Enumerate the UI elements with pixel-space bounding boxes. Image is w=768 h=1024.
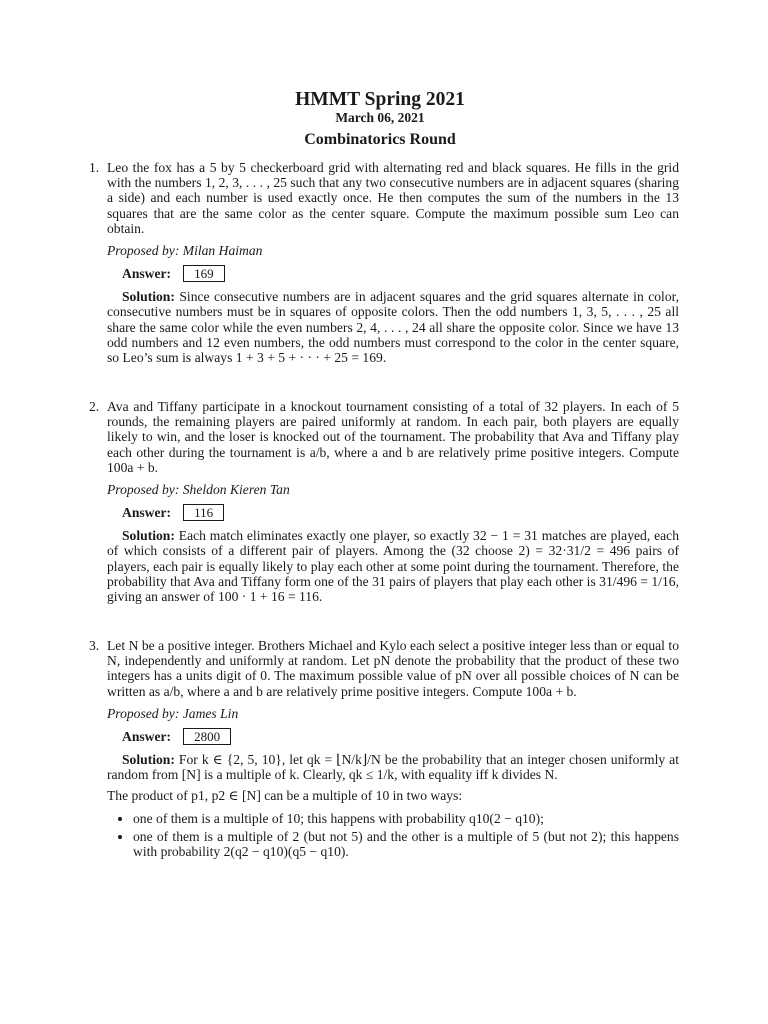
solution (107, 752, 679, 782)
problem-3 (89, 638, 679, 862)
solution-label: Solution: (122, 528, 175, 544)
answer-row (107, 728, 679, 745)
problem-1 (89, 160, 680, 366)
solution-text: For k ∈ {2, 5, 10}, let qk = ⌊N/k⌋/N be the probability that an integer chosen uniformly at random from [N] is a multiple of k. Clearly, qk ≤ 1/k, with equality iff k divides N. (107, 752, 679, 783)
solution-continuation: The product of p1, p2 ∈ [N] can be a multiple of 10 in two ways: (107, 788, 463, 804)
answer-box: 169 (183, 265, 225, 282)
answer-row (107, 504, 679, 521)
proposer: Proposed by: Sheldon Kieren Tan (107, 482, 290, 498)
solution (107, 528, 679, 604)
problem-2 (89, 399, 679, 605)
case-list (107, 811, 679, 860)
solution-label: Solution: (122, 289, 175, 305)
problem-statement: Ava and Tiffany participate in a knockout tournament consisting of a total of 32 players. In each of 5 rounds, the remaining players are paired uniformly at random. In each pair, both players are equally likely to win, and the loser is knocked out of the tournament. The probability that Ava and Tiffany play each other during the tournament is a/b, where a and b are relatively prime positive integers. Compute 100a + b. (107, 399, 679, 475)
problem-number: 1. (89, 160, 100, 175)
problem-number: 2. (89, 399, 100, 414)
answer-label: Answer: (122, 505, 172, 521)
solution-text: Each match eliminates exactly one player, so exactly 32 − 1 = 31 matches are played, each of which consists of a different pair of players. Among the (32 choose 2) = 32·31/2 = 496 pairs of players, each pair is equally likely to play each other at some point during the tournament. Therefore, the probability that Ava and Tiffany form one of the 31 pairs of players that play each other is 31/496 = 1/16, giving an answer of 100 · 1 + 16 = 116. (107, 528, 679, 605)
problem-statement: Let N be a positive integer. Brothers Michael and Kylo each select a positive integer less than or equal to N, independently and uniformly at random. Let pN denote the probability that the product of these two integers has a units digit of 0. The maximum possible value of pN over all possible choices of N can be written as a/b, where a and b are relatively prime positive integers. Compute 100a + b. (107, 638, 679, 699)
case-item: • one of them is a multiple of 2 (but not 5) and the other is a multiple of 5 (but not 2); this happens with probability 2(q2 − q10)(q5 − q10). (133, 829, 679, 859)
solution (107, 289, 679, 365)
round-heading: Combinatorics Round (304, 131, 456, 148)
answer-label: Answer: (122, 266, 172, 282)
case-item: • one of them is a multiple of 10; this happens with probability q10(2 − q10); (133, 811, 679, 826)
proposer: Proposed by: James Lin (107, 705, 239, 721)
exam-date: March 06, 2021 (335, 110, 425, 125)
page-title: HMMT Spring 2021 (295, 89, 465, 110)
proposer: Proposed by: Milan Haiman (107, 243, 263, 259)
answer-row (107, 265, 679, 282)
answer-box: 116 (183, 504, 224, 521)
answer-box: 2800 (183, 728, 231, 745)
answer-label: Answer: (122, 728, 172, 744)
problem-statement: Leo the fox has a 5 by 5 checkerboard grid with alternating red and black squares. He fills in the grid with the numbers 1, 2, 3, . . . , 25 such that any two consecutive numbers are in adjacent squares (sharing a side) and each number is used exactly once. He then computes the sum of the numbers in the 13 squares that are the same color as the center square. Compute the maximum possible sum Leo can obtain. (107, 160, 679, 236)
problem-number: 3. (89, 638, 100, 653)
solution-text: Since consecutive numbers are in adjacent squares and the grid squares alternate in color, consecutive numbers must be in squares of opposite colors. Then the odd numbers 1, 3, 5, . . . , 25 all share the same color while the even numbers 2, 4, . . . , 24 all share the opposite color. Since we have 13 odd numbers and 12 even numbers, the odd numbers must correspond to the color in the center square, so Leo’s sum is always 1 + 3 + 5 + · · · + 25 = 169. (107, 289, 680, 366)
solution-label: Solution: (122, 752, 175, 768)
